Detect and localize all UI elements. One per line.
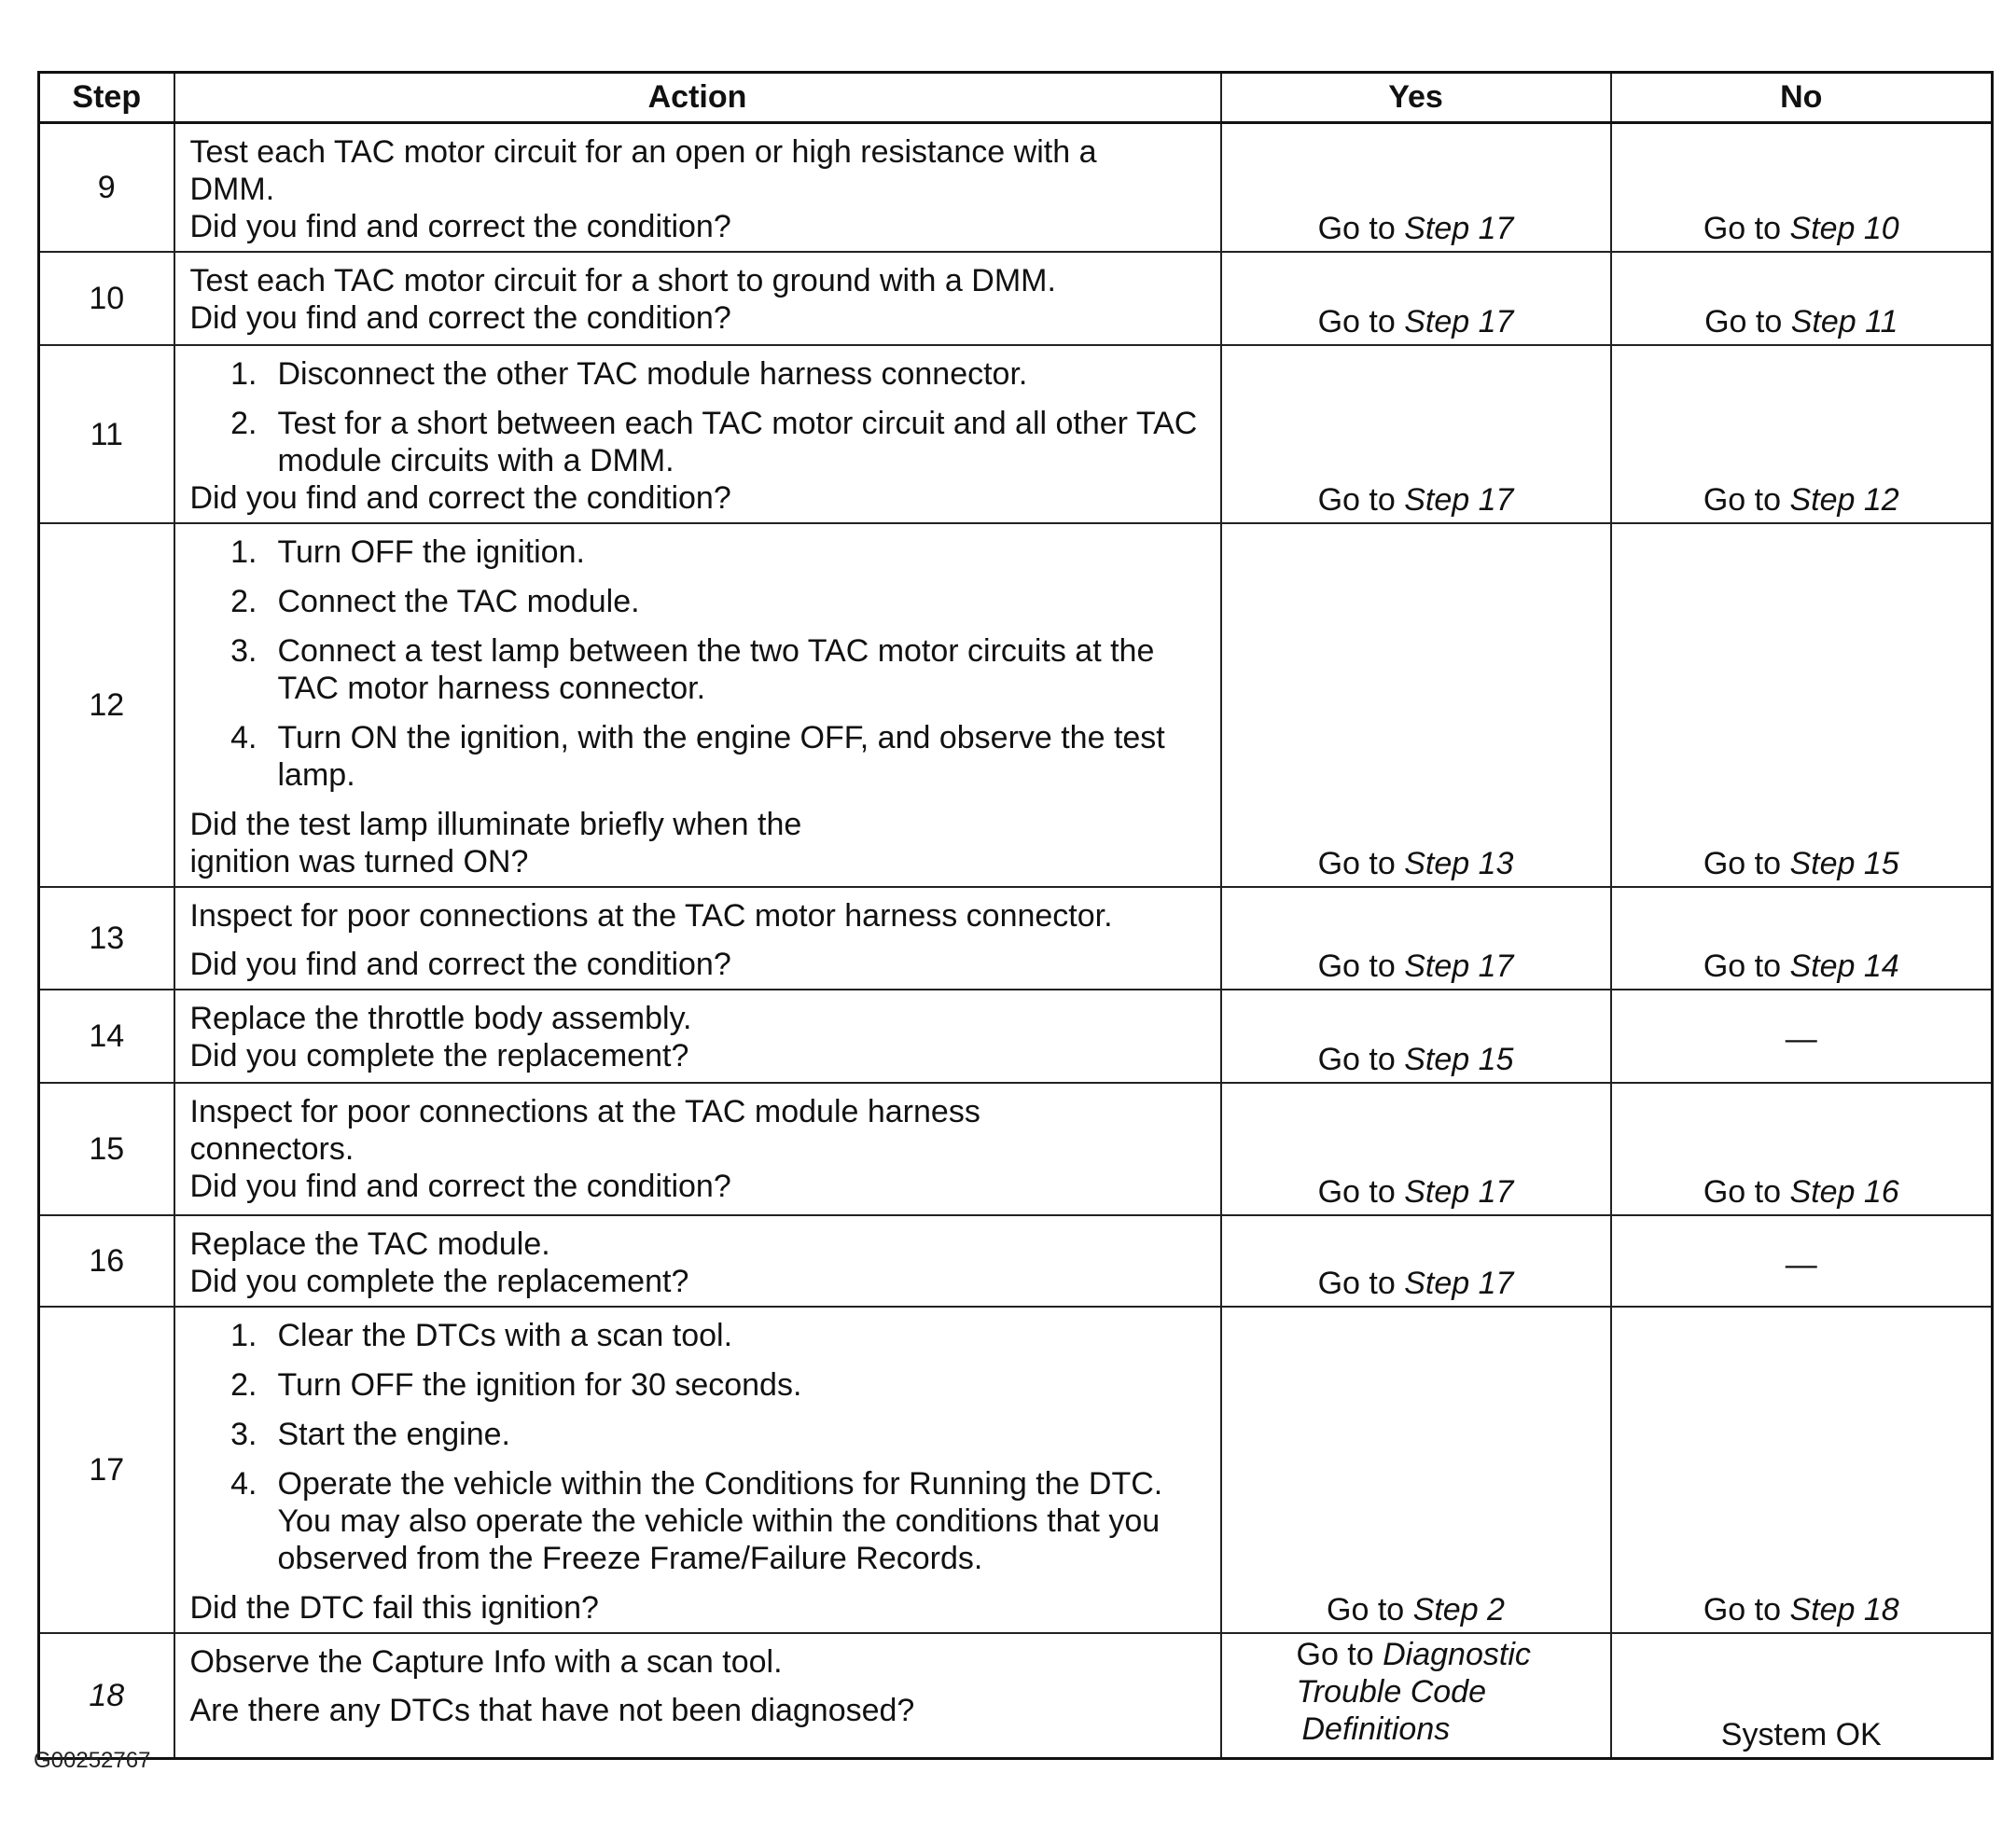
action-text: Inspect for poor connections at the TAC motor harness connector. xyxy=(189,898,1113,934)
step-number: 16 xyxy=(39,1215,174,1307)
no-target: Step 11 xyxy=(1790,304,1898,339)
no-target: Step 15 xyxy=(1789,846,1899,881)
no-target: Step 16 xyxy=(1789,1174,1899,1210)
yes-target: Step 17 xyxy=(1404,1266,1514,1301)
substep-text: Start the engine. xyxy=(277,1417,511,1452)
no-dash: — xyxy=(1785,1021,1817,1057)
yes-target: Step 15 xyxy=(1404,1042,1514,1077)
action-question: Did you complete the replacement? xyxy=(189,1038,689,1073)
no-cell xyxy=(1611,123,1993,253)
table-row xyxy=(39,1633,1993,1758)
goto-label: Go to xyxy=(1317,482,1396,518)
action-cell xyxy=(174,123,1221,253)
header-no: No xyxy=(1611,73,1993,123)
no-goto xyxy=(1703,211,1899,246)
header-yes: Yes xyxy=(1221,73,1611,123)
action-cell xyxy=(174,1215,1221,1307)
action-question: Did the DTC fail this ignition? xyxy=(189,1590,599,1626)
substep-item: 4. Turn ON the ignition, with the engine OFF, and observe the test lamp. xyxy=(190,719,1205,794)
action-text: Observe the Capture Info with a scan tool. xyxy=(189,1644,783,1680)
yes-target: Step 17 xyxy=(1404,482,1514,518)
diagnostic-table xyxy=(37,71,1994,1760)
no-dash: — xyxy=(1785,1247,1817,1282)
yes-target-line: Trouble Code xyxy=(1296,1674,1486,1710)
substep-item: 1. Clear the DTCs with a scan tool. xyxy=(190,1317,1205,1354)
step-number: 11 xyxy=(39,345,174,523)
substep-text: Turn ON the ignition, with the engine OFF, and observe the test lamp. xyxy=(277,720,1165,793)
yes-cell xyxy=(1221,345,1611,523)
no-cell xyxy=(1611,1633,1993,1758)
action-cell xyxy=(174,252,1221,345)
substep-text: Test for a short between each TAC motor circuit and all other TAC module circuits with a DMM. xyxy=(277,406,1198,478)
goto-label: Go to xyxy=(1703,1174,1781,1210)
no-goto xyxy=(1703,846,1899,881)
yes-goto xyxy=(1318,846,1514,881)
goto-label: Go to xyxy=(1327,1592,1405,1627)
action-question: Did the test lamp illuminate briefly when the ignition was turned ON? xyxy=(189,807,802,879)
action-cell xyxy=(174,990,1221,1083)
yes-goto xyxy=(1318,211,1514,246)
yes-goto xyxy=(1327,1592,1505,1627)
yes-goto xyxy=(1318,1042,1514,1077)
yes-target: Step 17 xyxy=(1404,304,1514,339)
action-cell xyxy=(174,1083,1221,1215)
goto-label: Go to xyxy=(1317,949,1396,984)
substep-item: 1. Turn OFF the ignition. xyxy=(190,533,1205,571)
action-question: Did you find and correct the condition? xyxy=(189,300,731,336)
yes-target: Step 2 xyxy=(1412,1592,1505,1627)
yes-cell xyxy=(1221,252,1611,345)
yes-target: Step 17 xyxy=(1404,1174,1514,1210)
action-question: Did you complete the replacement? xyxy=(189,1264,689,1299)
table-row xyxy=(39,1215,1993,1307)
no-goto xyxy=(1703,1174,1899,1210)
no-goto xyxy=(1703,949,1899,984)
step-number: 9 xyxy=(39,123,174,253)
action-text: Replace the throttle body assembly. xyxy=(189,1001,692,1036)
substep-item: 1. Disconnect the other TAC module harness connector. xyxy=(190,355,1205,393)
yes-cell xyxy=(1221,1633,1611,1758)
yes-goto xyxy=(1318,1174,1514,1210)
no-cell xyxy=(1611,990,1993,1083)
yes-cell xyxy=(1221,1083,1611,1215)
substep-item: 3. Connect a test lamp between the two TAC motor circuits at the TAC motor harness connector. xyxy=(190,632,1205,707)
no-goto xyxy=(1703,482,1899,518)
yes-goto xyxy=(1318,949,1514,984)
substep-list xyxy=(190,1317,1205,1577)
table-row xyxy=(39,345,1993,523)
goto-label: Go to xyxy=(1317,1042,1396,1077)
substep-text: Clear the DTCs with a scan tool. xyxy=(277,1318,733,1353)
yes-goto xyxy=(1318,1266,1514,1301)
action-question: Did you find and correct the condition? xyxy=(189,209,731,244)
yes-target-line: Diagnostic xyxy=(1383,1637,1531,1672)
action-question: Did you find and correct the condition? xyxy=(189,947,731,982)
substep-item: 4. Operate the vehicle within the Conditions for Running the DTC. You may also operate the vehicle within the conditions that you observed from the Freeze Frame/Failure Records. xyxy=(190,1465,1205,1577)
no-target: Step 10 xyxy=(1789,211,1899,246)
no-cell xyxy=(1611,1215,1993,1307)
action-question: Did you find and correct the condition? xyxy=(189,1169,731,1204)
no-cell xyxy=(1611,523,1993,887)
yes-goto xyxy=(1297,1636,1601,1673)
yes-goto xyxy=(1318,304,1514,339)
step-number: 13 xyxy=(39,887,174,990)
no-goto xyxy=(1703,1592,1899,1627)
goto-label: Go to xyxy=(1704,304,1783,339)
header-action: Action xyxy=(174,73,1221,123)
yes-target: Step 17 xyxy=(1404,211,1514,246)
no-target: Step 12 xyxy=(1789,482,1899,518)
yes-cell xyxy=(1221,1307,1611,1633)
substep-text: Operate the vehicle within the Conditions for Running the DTC. You may also operate the vehicle within the conditions that you observed from the Freeze Frame/Failure Records. xyxy=(277,1466,1163,1576)
no-result: System OK xyxy=(1720,1716,1882,1752)
substep-item: 3. Start the engine. xyxy=(190,1416,1205,1453)
yes-cell xyxy=(1221,887,1611,990)
goto-label: Go to xyxy=(1703,1592,1781,1627)
substep-list xyxy=(190,533,1205,794)
substep-item: 2. Connect the TAC module. xyxy=(190,583,1205,620)
substep-text: Turn OFF the ignition for 30 seconds. xyxy=(277,1367,802,1403)
action-cell xyxy=(174,887,1221,990)
yes-target: Step 17 xyxy=(1404,949,1514,984)
step-number: 12 xyxy=(39,523,174,887)
table-row xyxy=(39,523,1993,887)
table-row xyxy=(39,1307,1993,1633)
no-target: Step 14 xyxy=(1789,949,1899,984)
table-row xyxy=(39,123,1993,253)
goto-label: Go to xyxy=(1296,1637,1374,1672)
goto-label: Go to xyxy=(1703,846,1781,881)
action-text: Inspect for poor connections at the TAC module harness connectors. xyxy=(189,1094,980,1167)
no-cell xyxy=(1611,345,1993,523)
substep-item: 2. Turn OFF the ignition for 30 seconds. xyxy=(190,1366,1205,1404)
no-target: Step 18 xyxy=(1789,1592,1899,1627)
substep-text: Turn OFF the ignition. xyxy=(277,534,585,570)
figure-code: G00252767 xyxy=(34,1748,151,1773)
substep-text: Disconnect the other TAC module harness connector. xyxy=(277,356,1028,392)
substep-item: 2. Test for a short between each TAC motor circuit and all other TAC module circuits with a DMM. xyxy=(190,405,1205,479)
step-number: 17 xyxy=(39,1307,174,1633)
no-cell xyxy=(1611,1307,1993,1633)
header-step: Step xyxy=(39,73,174,123)
yes-goto xyxy=(1318,482,1514,518)
table-row xyxy=(39,990,1993,1083)
step-number: 18 xyxy=(39,1633,174,1758)
action-text: Test each TAC motor circuit for an open or high resistance with a DMM. xyxy=(189,134,1097,207)
goto-label: Go to xyxy=(1317,211,1396,246)
goto-label: Go to xyxy=(1317,1174,1396,1210)
substep-text: Connect a test lamp between the two TAC motor circuits at the TAC motor harness connector. xyxy=(277,633,1155,706)
no-goto xyxy=(1704,304,1898,339)
yes-cell xyxy=(1221,123,1611,253)
yes-cell xyxy=(1221,990,1611,1083)
goto-label: Go to xyxy=(1317,1266,1396,1301)
substep-list xyxy=(190,355,1205,479)
goto-label: Go to xyxy=(1317,304,1396,339)
header-row xyxy=(39,73,1993,123)
action-question: Are there any DTCs that have not been diagnosed? xyxy=(189,1693,915,1728)
yes-target: Step 13 xyxy=(1404,846,1514,881)
no-cell xyxy=(1611,887,1993,990)
goto-label: Go to xyxy=(1703,949,1781,984)
action-text: Replace the TAC module. xyxy=(189,1226,550,1262)
action-cell xyxy=(174,345,1221,523)
step-number: 15 xyxy=(39,1083,174,1215)
table-row xyxy=(39,1083,1993,1215)
substep-text: Connect the TAC module. xyxy=(277,584,640,619)
action-cell xyxy=(174,523,1221,887)
no-cell xyxy=(1611,252,1993,345)
action-text: Test each TAC motor circuit for a short to ground with a DMM. xyxy=(189,263,1056,298)
table-row xyxy=(39,252,1993,345)
yes-target-line: Definitions xyxy=(1301,1711,1451,1747)
yes-cell xyxy=(1221,523,1611,887)
action-cell xyxy=(174,1633,1221,1758)
goto-label: Go to xyxy=(1703,482,1781,518)
table-row xyxy=(39,887,1993,990)
action-cell xyxy=(174,1307,1221,1633)
action-question: Did you find and correct the condition? xyxy=(189,480,731,516)
step-number: 10 xyxy=(39,252,174,345)
no-cell xyxy=(1611,1083,1993,1215)
goto-label: Go to xyxy=(1317,846,1396,881)
yes-cell xyxy=(1221,1215,1611,1307)
goto-label: Go to xyxy=(1703,211,1781,246)
step-number: 14 xyxy=(39,990,174,1083)
